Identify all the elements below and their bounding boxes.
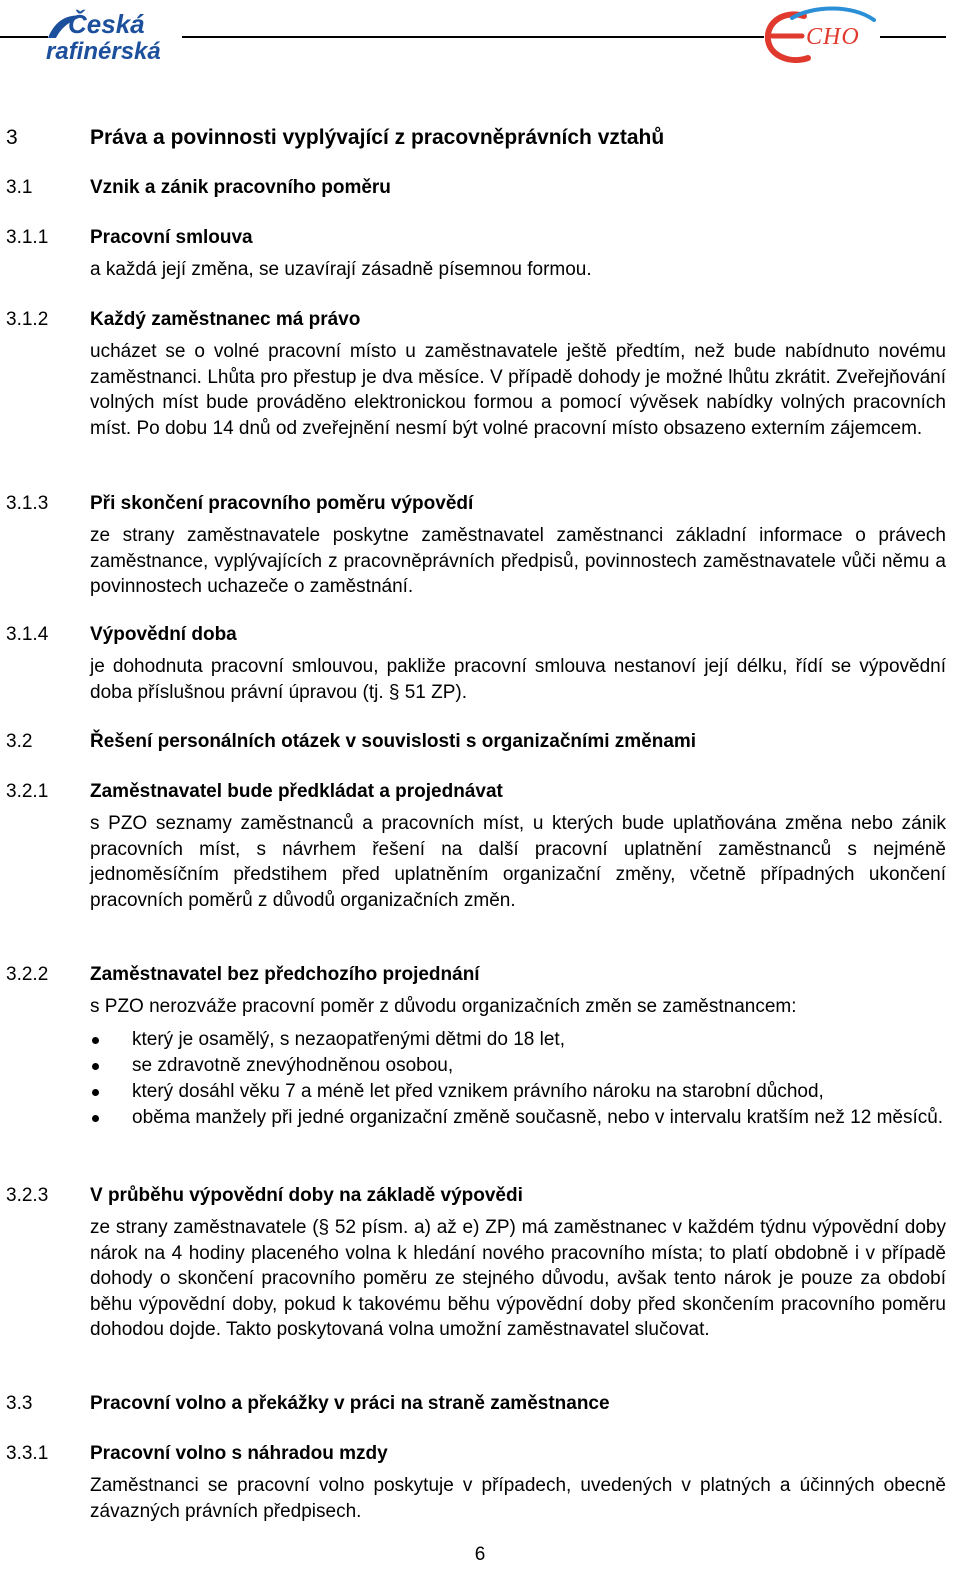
section-title: Zaměstnavatel bude předkládat a projednávat [90, 781, 503, 802]
section-number: 3.3.1 [6, 1443, 49, 1464]
list-item [90, 1079, 946, 1105]
section-number: 3.1 [6, 177, 33, 198]
section-text: je dohodnuta pracovní smlouvou, pakliže pracovní smlouva nestanoví její délku, řídí se výpovědní doba příslušnou právní úpravou (tj. § 51 ZP). [90, 656, 946, 703]
list-item-text: se zdravotně znevýhodněnou osobou, [132, 1055, 454, 1076]
section-number: 3.1.2 [6, 309, 49, 330]
section-number: 3.2.3 [6, 1185, 49, 1206]
section-title: Vznik a zánik pracovního poměru [90, 177, 391, 198]
logo-line1: Česká [68, 9, 145, 39]
section-title: Práva a povinnosti vyplývající z pracovněprávních vztahů [90, 126, 665, 149]
section-number: 3.1.3 [6, 493, 49, 514]
list-item [90, 1105, 946, 1131]
section-number: 3.1.4 [6, 624, 49, 645]
section-title: Pracovní smlouva [90, 227, 253, 248]
echo-logo [762, 4, 882, 68]
list-item [90, 1027, 946, 1053]
section-text: ucházet se o volné pracovní místo u zaměstnavatele ještě předtím, než bude nabídnuto novému zaměstnanci. Lhůta pro přestup je dva měsíce. V případě dohody je možné lhůtu zkrátit. Zveřejňování volných míst bude prováděno elektronickou formou a pomocí vývěsek nabídky volných pracovních míst. Po dobu 14 dnů od zveřejnění nesmí být volné pracovní místo obsazeno externím zájemcem. [90, 341, 946, 439]
section-title: Řešení personálních otázek v souvislosti s organizačními změnami [90, 731, 697, 752]
header-rule-right [880, 36, 946, 38]
section-number: 3.2 [6, 731, 33, 752]
bullet-icon [92, 1089, 99, 1096]
section-title: Při skončení pracovního poměru výpovědí [90, 493, 474, 514]
header-rule-left [0, 36, 48, 38]
section-title: Každý zaměstnanec má právo [90, 309, 361, 330]
page-number: 6 [474, 1544, 486, 1565]
header-rule-middle [182, 36, 764, 38]
section-text: Zaměstnanci se pracovní volno poskytuje v případech, uvedených v platných a účinných obecně závazných právních předpisech. [90, 1475, 946, 1522]
section-title: V průběhu výpovědní doby na základě výpovědi [90, 1185, 523, 1206]
section-text: s PZO seznamy zaměstnanců a pracovních míst, u kterých bude uplatňována změna nebo zánik pracovních míst, s návrhem řešení na další pracovní uplatnění zaměstnanců s nejméně jednoměsíčním předstihem před uplatněním organizační změny, včetně případných ukončení pracovních poměrů z důvodů organizačních změn. [90, 813, 946, 911]
list-item-text: oběma manžely při jedné organizační změně současně, nebo v intervalu kratším než 12 měsíců. [132, 1107, 944, 1128]
ceska-rafinerska-logo [44, 8, 184, 68]
bullet-icon [92, 1063, 99, 1070]
section-number: 3.2.1 [6, 781, 49, 802]
list-item [90, 1053, 946, 1079]
list-item-text: který je osamělý, s nezaopatřenými dětmi do 18 let, [132, 1029, 565, 1050]
section-title: Pracovní volno a překážky v práci na straně zaměstnance [90, 1393, 610, 1414]
echo-logo-text: CHO [806, 24, 860, 50]
section-text: s PZO nerozváže pracovní poměr z důvodu organizačních změn se zaměstnancem: [90, 996, 797, 1017]
section-title: Zaměstnavatel bez předchozího projednání [90, 964, 480, 985]
list-item-text: který dosáhl věku 7 a méně let před vznikem právního nároku na starobní důchod, [132, 1081, 824, 1102]
section-title: Výpovědní doba [90, 624, 237, 645]
section-text: a každá její změna, se uzavírají zásadně písemnou formou. [90, 259, 592, 280]
bullet-icon [92, 1037, 99, 1044]
page-header [0, 0, 960, 75]
section-text: ze strany zaměstnavatele (§ 52 písm. a) až e) ZP) má zaměstnanec v každém týdnu výpovědní doby nárok na 4 hodiny placeného volna k hledání nového pracovního místa; to platí obdobně i v případě dohody o skončení pracovního poměru ze stejného důvodu, avšak tento nárok je pouze za období běhu výpovědní doby, pokud k takovému běhu výpovědní doby před skončením pracovního poměru dohodou dojde. Takto poskytovaná volna umožní zaměstnavatel slučovat. [90, 1217, 946, 1340]
logo-line2: rafinérská [46, 38, 161, 65]
section-number: 3.1.1 [6, 227, 49, 248]
section-number: 3.2.2 [6, 964, 49, 985]
section-title: Pracovní volno s náhradou mzdy [90, 1443, 388, 1464]
bullet-list [90, 1027, 946, 1131]
bullet-icon [92, 1115, 99, 1122]
section-number: 3 [6, 126, 18, 149]
section-number: 3.3 [6, 1393, 33, 1414]
section-text: ze strany zaměstnavatele poskytne zaměstnavatel zaměstnanci základní informace o právech zaměstnance, vyplývajících z pracovněprávních předpisů, povinnostech zaměstnavatele vůči němu a povinnostech uchazeče o zaměstnání. [90, 525, 946, 597]
